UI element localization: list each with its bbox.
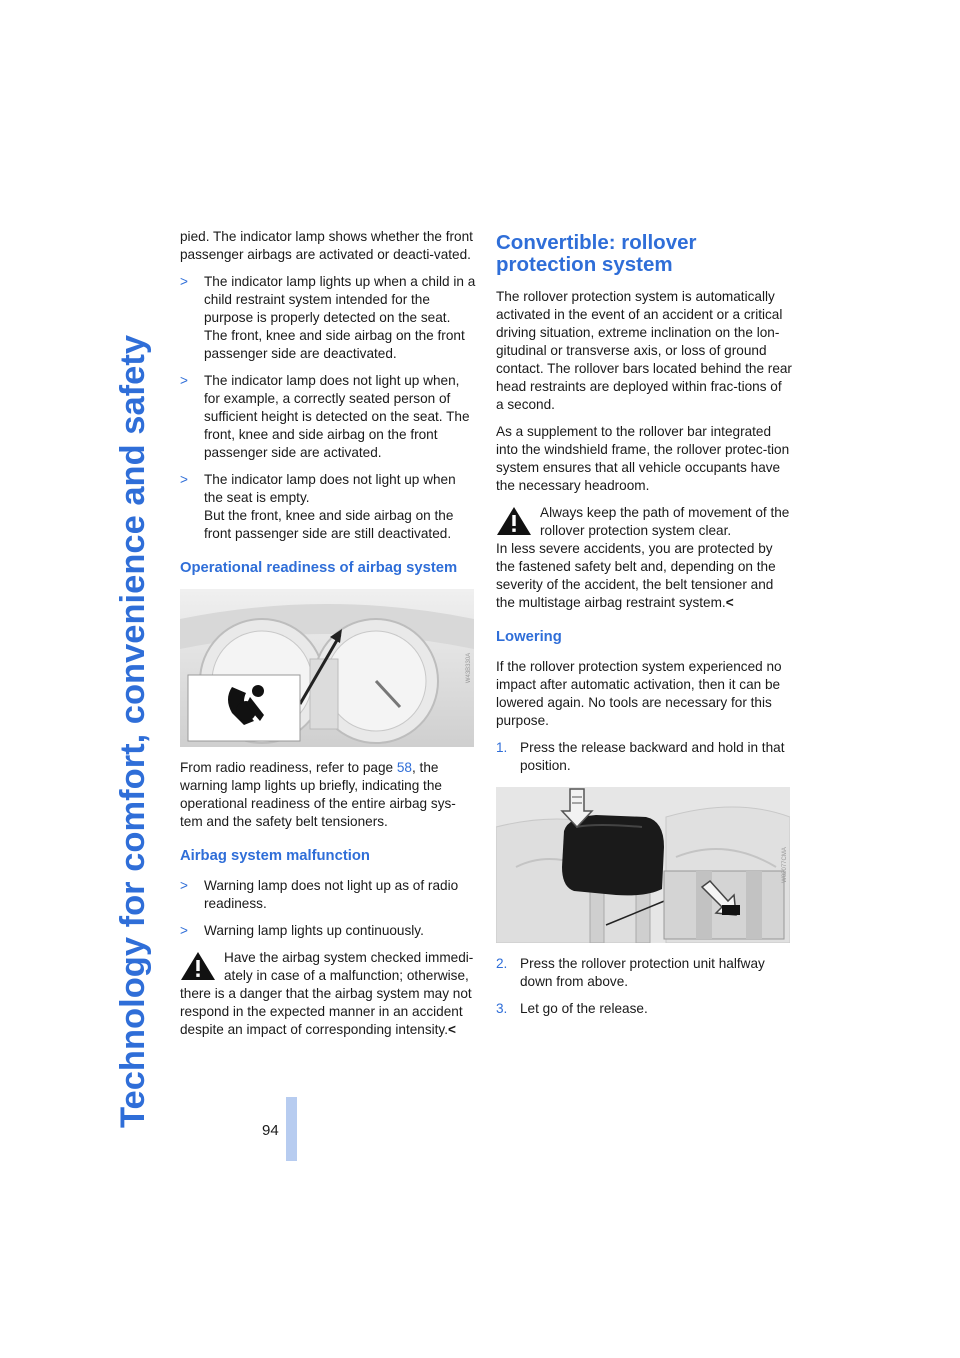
paragraph-text: In less severe accidents, you are protected by the fastened safety belt and, depending on the severity of the accident, the belt tensioner and the multistage airbag restraint system.	[496, 541, 776, 610]
bullet-item	[180, 273, 476, 363]
step-number: 2.	[496, 956, 508, 971]
bullet-item	[180, 877, 476, 913]
end-mark: <	[725, 595, 734, 610]
bullet-item	[180, 372, 476, 462]
section-heading-readiness: Operational readiness of airbag system	[180, 560, 458, 576]
bullet-text: Warning lamp does not light up as of radio readiness.	[204, 878, 459, 911]
warning-triangle-icon	[496, 506, 532, 536]
rollover-bar-figure	[496, 787, 790, 943]
section-heading-lowering: Lowering	[496, 629, 562, 645]
step-text: Press the release backward and hold in that position.	[520, 740, 785, 773]
main-heading-line2: protection system	[496, 253, 673, 276]
step-item	[496, 955, 792, 991]
warning-note	[180, 949, 476, 1039]
readiness-text-after: , the warning lamp lights up briefly, indicating the operational readiness of the entire airbag sys-tem and the safety belt tensioners.	[180, 760, 456, 829]
step-text: Let go of the release.	[520, 1001, 648, 1016]
warning-text: Have the airbag system checked immedi-ately in case of a malfunction; otherwise, there is a danger that the airbag system may not respond in the expected manner in an accident despite an impact of corresponding intensity.	[180, 950, 474, 1037]
rollover-bar-illustration	[496, 787, 790, 943]
figure-code: W02077CMA	[782, 847, 788, 883]
bullet-text-extra: But the front, knee and side airbag on the front passenger side are still deactivated.	[204, 508, 454, 541]
intro-paragraph: pied. The indicator lamp shows whether the front passenger airbags are activated or deacti-vated.	[180, 229, 473, 262]
side-title	[104, 232, 158, 1132]
paragraph: As a supplement to the rollover bar integrated into the windshield frame, the rollover protec-tion system ensures that all vehicle occupants have the necessary headroom.	[496, 424, 790, 493]
instrument-cluster-figure	[180, 589, 474, 747]
readiness-text-before: From radio readiness, refer to page	[180, 760, 397, 775]
warning-note	[496, 504, 792, 540]
bullet-text: The indicator lamp lights up when a child in a child restraint system intended for the purpose is properly detected on the seat. The front, knee and side airbag on the front passenger side are deactivated.	[204, 274, 476, 361]
bullet-mark: >	[180, 923, 188, 938]
warning-text: Always keep the path of movement of the rollover protection system clear.	[540, 505, 790, 538]
page-marker-bar	[286, 1097, 297, 1161]
main-heading-line1: Convertible: rollover	[496, 231, 697, 254]
bullet-text: Warning lamp lights up continuously.	[204, 923, 424, 938]
left-column	[180, 228, 476, 1049]
bullet-mark: >	[180, 472, 188, 487]
bullet-item	[180, 471, 476, 543]
step-text: Press the rollover protection unit halfway down from above.	[520, 956, 765, 989]
paragraph	[496, 540, 792, 612]
bullet-item	[180, 922, 476, 940]
step-item	[496, 1000, 792, 1018]
step-number: 1.	[496, 740, 508, 755]
end-mark: <	[448, 1022, 456, 1037]
step-item	[496, 739, 792, 775]
page-number: 94	[262, 1122, 279, 1139]
page-reference-link[interactable]: 58	[396, 760, 412, 775]
bullet-mark: >	[180, 878, 188, 893]
side-title-text: Technology for comfort, convenience and safety	[114, 334, 152, 1128]
paragraph: If the rollover protection system experienced no impact after automatic activation, then it can be lowered again. No tools are necessary for this purpose.	[496, 659, 782, 728]
bullet-mark: >	[180, 274, 188, 289]
readiness-paragraph	[180, 759, 476, 831]
bullet-text: The indicator lamp does not light up when, for example, a correctly seated person of sufficient height is detected on the seat. The front, knee and side airbag on the front passenger side are activated.	[204, 373, 470, 460]
bullet-mark: >	[180, 373, 188, 388]
warning-triangle-icon	[180, 951, 216, 981]
figure-code: W43B330A	[466, 652, 472, 684]
instrument-cluster-illustration	[180, 589, 474, 747]
right-column	[496, 228, 792, 1027]
bullet-text: The indicator lamp does not light up when the seat is empty.	[204, 472, 456, 505]
step-number: 3.	[496, 1001, 508, 1016]
section-heading-malfunction: Airbag system malfunction	[180, 848, 370, 864]
main-heading	[496, 232, 792, 276]
paragraph: The rollover protection system is automatically activated in the event of an accident or a critical driving situation, extreme inclination on the lon-gitudinal or transverse axis, or loss of ground contact. The rollover bars located behind the rear head restraints are deployed within frac-tions of a second.	[496, 289, 792, 412]
